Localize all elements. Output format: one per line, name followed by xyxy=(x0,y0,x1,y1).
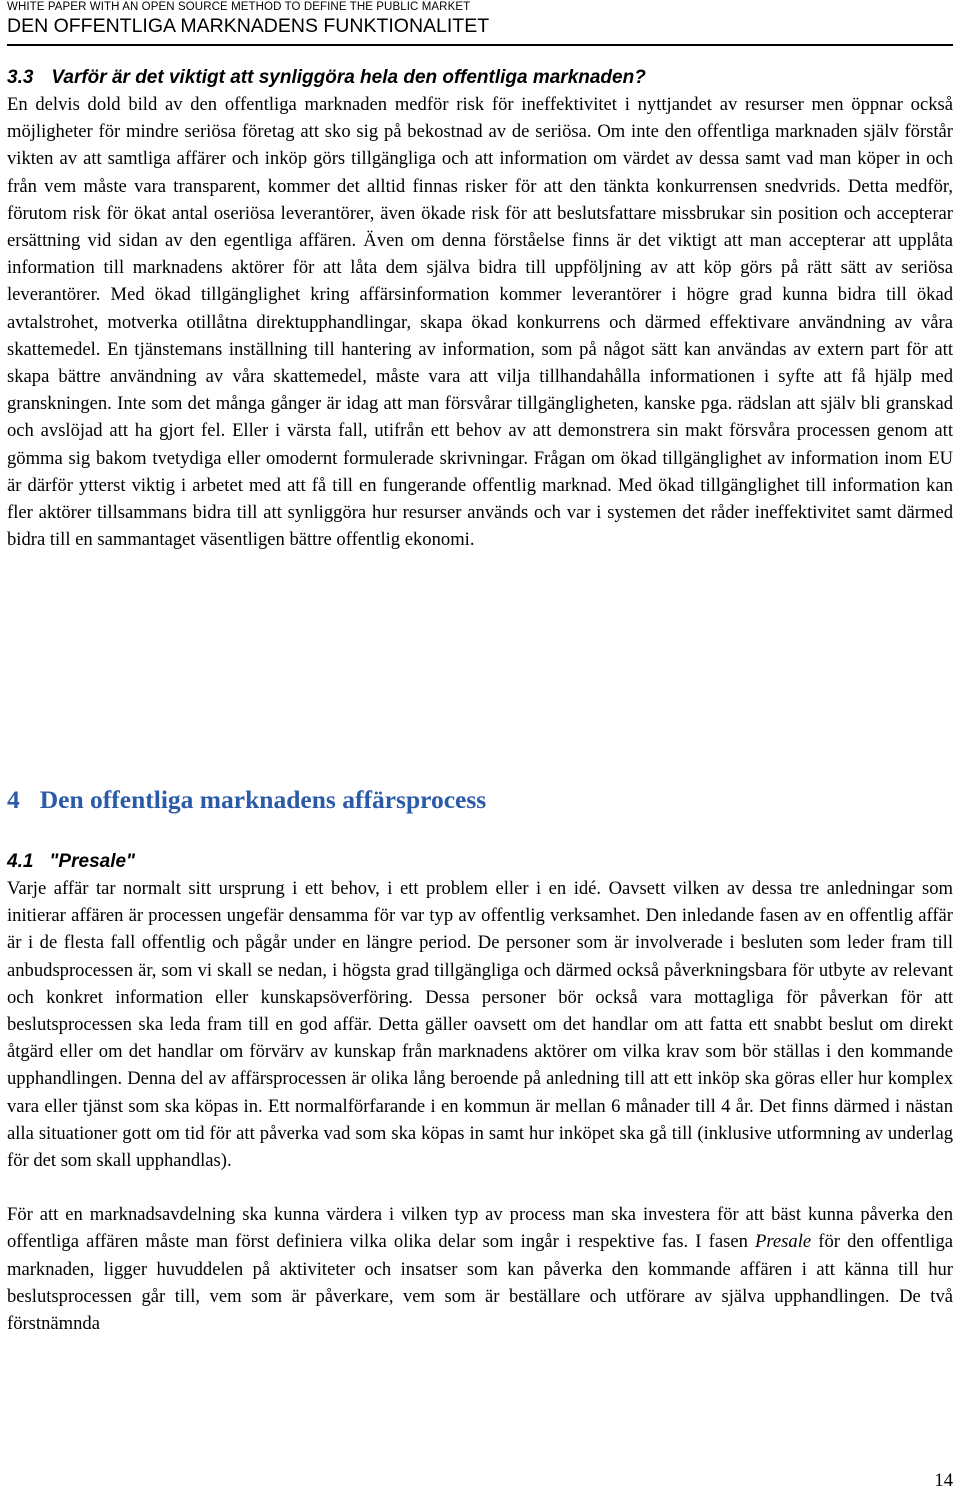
chapter-title: Den offentliga marknadens affärsprocess xyxy=(39,785,487,814)
page-number: 14 xyxy=(934,1470,953,1491)
section-heading xyxy=(7,64,953,91)
section-3-3 xyxy=(7,64,953,553)
header-title: DEN OFFENTLIGA MARKNADENS FUNKTIONALITET xyxy=(7,15,490,37)
section-number: 3.3 xyxy=(7,67,34,88)
body-paragraph: Varje affär tar normalt sitt ursprung i ett behov, i ett problem eller i en idé. Oavsett vilken av dessa tre anledningar som initierar affären är processen ungefär densamma för var typ av offentlig verksamhet. Den inledande fasen av en offentlig affär är i de flesta fall offentlig och pågår under en längre period. De personer som är involverade i besluten som leder fram till anbudsprocessen är, som vi skall se nedan, i högsta grad tillgängliga och därmed också påverkningsbara för utbyte av relevant och konkret information eller kunskapsöverföring. Dessa personer bör också vara mottagliga för påverkan för att beslutsprocessen ska leda fram till en god affär. Detta gäller oavsett om det handlar om att fatta ett snabbt beslut om direkt åtgärd eller om det handlar om förvärv av kunskap från marknadens aktörer om vilka krav som bör ställas i den kommande upphandlingen. Denna del av affärsprocessen är olika lång beroende på anledning till att ett inköp ska göras eller hur komplex vara eller tjänst som ska köpas in. Ett normalförfarande i en kommun är mellan 6 månader till 4 år. Det finns därmed i nästan alla situationer gott om tid för att påverka vad som ska köpas in samt hur inköpet ska gå till (inklusive utformning av underlag för det som skall upphandlas). xyxy=(7,878,953,1172)
page-header xyxy=(7,0,953,46)
chapter-heading xyxy=(7,784,486,816)
paragraph-text: För att en marknadsavdelning ska kunna värdera i vilken typ av process man ska investera för att bäst kunna påverka den offentliga affären måste man först definiera vilka olika delar som ingår i respektive fas. I fasen xyxy=(7,1204,953,1253)
header-subtitle: WHITE PAPER WITH AN OPEN SOURCE METHOD TO DEFINE THE PUBLIC MARKET xyxy=(7,1,471,13)
section-number: 4.1 xyxy=(7,851,34,872)
section-title: Varför är det viktigt att synliggöra hela den offentliga marknaden? xyxy=(51,67,646,88)
section-4-1 xyxy=(7,848,953,1337)
section-title: "Presale" xyxy=(49,851,136,872)
section-heading xyxy=(7,848,953,875)
body-paragraph xyxy=(7,1201,953,1337)
body-paragraph: En delvis dold bild av den offentliga marknaden medför risk för ineffektivitet i nyttjandet av resurser men öppnar också möjligheter för mindre seriösa företag att sko sig på bekostnad av de seriösa. Om inte den offentliga marknaden själv förstår vikten av att samtliga affärer och inköp görs tillgängliga och att information om värdet av dessa samt vad man köper in och från vem måste vara transparent, kommer det alltid finnas risker för att den tänkta konkurrensen snedvrids. Detta medför, förutom risk för ökat antal oseriösa leverantörer, även ökade risk för att beslutsfattare missbrukar sin position och accepterar ersättning vid sidan av den egentliga affären. Även om denna förståelse finns är det viktigt att man accepterar att upplåta information till marknadens aktörer för att låta dem själva bidra till uppföljning av att köp görs på rätt sätt av seriösa leverantörer. Med ökad tillgänglighet kring affärsinformation kommer leverantörer i högre grad kunna bidra till ökad avtalstrohet, motverka otillåtna direktupphandlingar, skapa ökad konkurrens och därmed effektivare användning av våra skattemedel. En tjänstemans inställning till hantering av information, som på något sätt kan användas av extern part för att skapa bättre användning av våra skattemedel, måste vara att vilja tillhandahålla informationen i syfte att få hjälp med granskningen. Inte som det många gånger är idag att man försvårar tillgängligheten, kanske pga. rädslan att själv bli granskad och avslöjad att ha gjort fel. Eller i värsta fall, utifrån ett behov av att demonstrera sin makt försvåra processen genom att gömma sig bakom tvetydiga eller omodernt formulerade skrivningar. Frågan om ökad tillgänglighet av information inom EU är därför ytterst viktig i arbetet med att få till en fungerande offentlig marknad. Med ökad tillgänglighet till information kan fler aktörer tillsammans bidra till att synliggöra hur resurser används och var i systemen det råder ineffektivitet samt därmed bidra till en sammantaget väsentligen bättre offentlig ekonomi. xyxy=(7,94,953,551)
emphasized-term: Presale xyxy=(755,1231,812,1253)
paragraph-text: för den offentliga marknaden, ligger huvuddelen på aktiviteter och insatser som kan påverka den kommande affären i att känna till hur beslutsprocessen går till, vem som är påverkare, vem som är beställare och utförare av själva upphandlingen. De två förstnämnda xyxy=(7,1231,954,1335)
chapter-number: 4 xyxy=(7,785,20,814)
